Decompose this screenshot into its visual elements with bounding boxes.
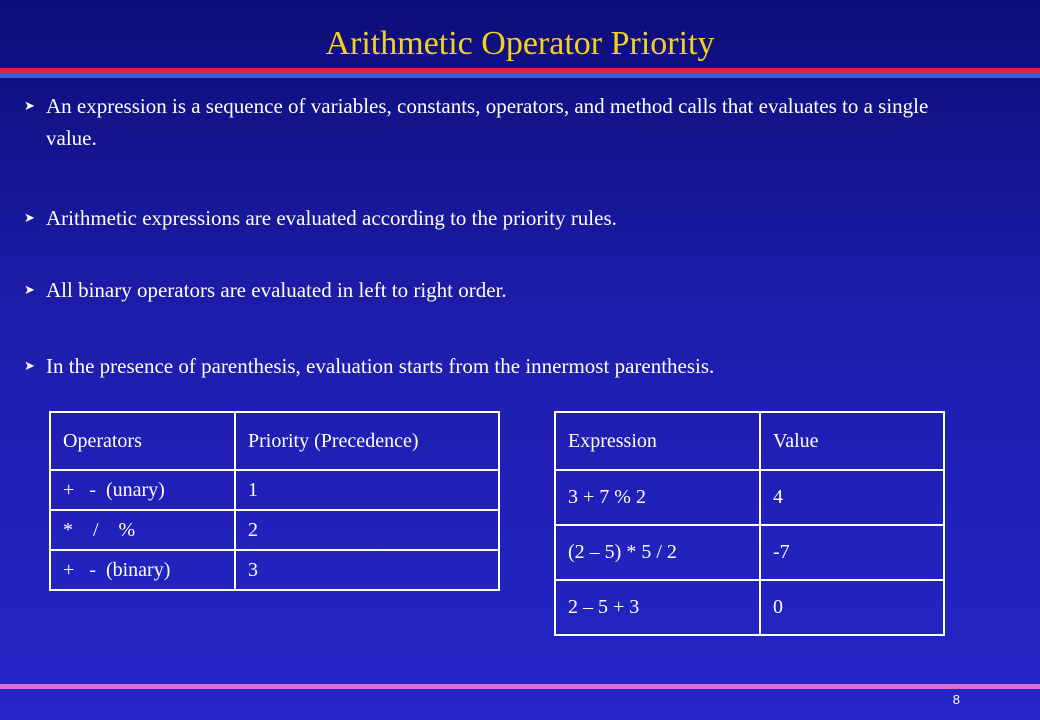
arrowhead-icon: ➤ xyxy=(24,358,35,373)
page-number: 8 xyxy=(952,692,960,707)
table-header-row xyxy=(50,412,499,470)
bullet-text: Arithmetic expressions are evaluated according to the priority rules. xyxy=(46,206,617,230)
header-cell-operators: Operators xyxy=(50,412,235,470)
table-row xyxy=(555,525,944,580)
table-row xyxy=(50,510,499,550)
header-cell-priority: Priority (Precedence) xyxy=(235,412,499,470)
bullet-item xyxy=(24,274,964,306)
bullet-text: In the presence of parenthesis, evaluation starts from the innermost parenthesis. xyxy=(46,354,715,378)
arrowhead-icon: ➤ xyxy=(24,98,35,113)
expression-table xyxy=(554,411,945,636)
priority-cell: 1 xyxy=(235,470,499,510)
slide-title: Arithmetic Operator Priority xyxy=(325,25,715,62)
operator-cell: * / % xyxy=(50,510,235,550)
value-cell: -7 xyxy=(760,525,944,580)
table-row xyxy=(50,550,499,590)
expression-cell: (2 – 5) * 5 / 2 xyxy=(555,525,760,580)
bullet-text: All binary operators are evaluated in left to right order. xyxy=(46,278,507,302)
value-cell: 4 xyxy=(760,470,944,525)
arrowhead-icon: ➤ xyxy=(24,210,35,225)
header-cell-expression: Expression xyxy=(555,412,760,470)
expression-cell: 2 – 5 + 3 xyxy=(555,580,760,635)
bullet-item xyxy=(24,350,964,382)
title-divider-blue xyxy=(0,73,1040,78)
bullet-text: An expression is a sequence of variables, constants, operators, and method calls that evaluates to a single value. xyxy=(46,94,929,150)
table-row xyxy=(555,580,944,635)
arrowhead-icon: ➤ xyxy=(24,282,35,297)
operator-cell: + - (unary) xyxy=(50,470,235,510)
table-row xyxy=(555,470,944,525)
value-cell: 0 xyxy=(760,580,944,635)
priority-cell: 2 xyxy=(235,510,499,550)
table-header-row xyxy=(555,412,944,470)
operator-cell: + - (binary) xyxy=(50,550,235,590)
bullet-item xyxy=(24,202,964,234)
header-cell-value: Value xyxy=(760,412,944,470)
expression-cell: 3 + 7 % 2 xyxy=(555,470,760,525)
table-row xyxy=(50,470,499,510)
priority-cell: 3 xyxy=(235,550,499,590)
footer-divider xyxy=(0,684,1040,689)
precedence-table xyxy=(49,411,500,591)
bullet-item xyxy=(24,90,964,154)
